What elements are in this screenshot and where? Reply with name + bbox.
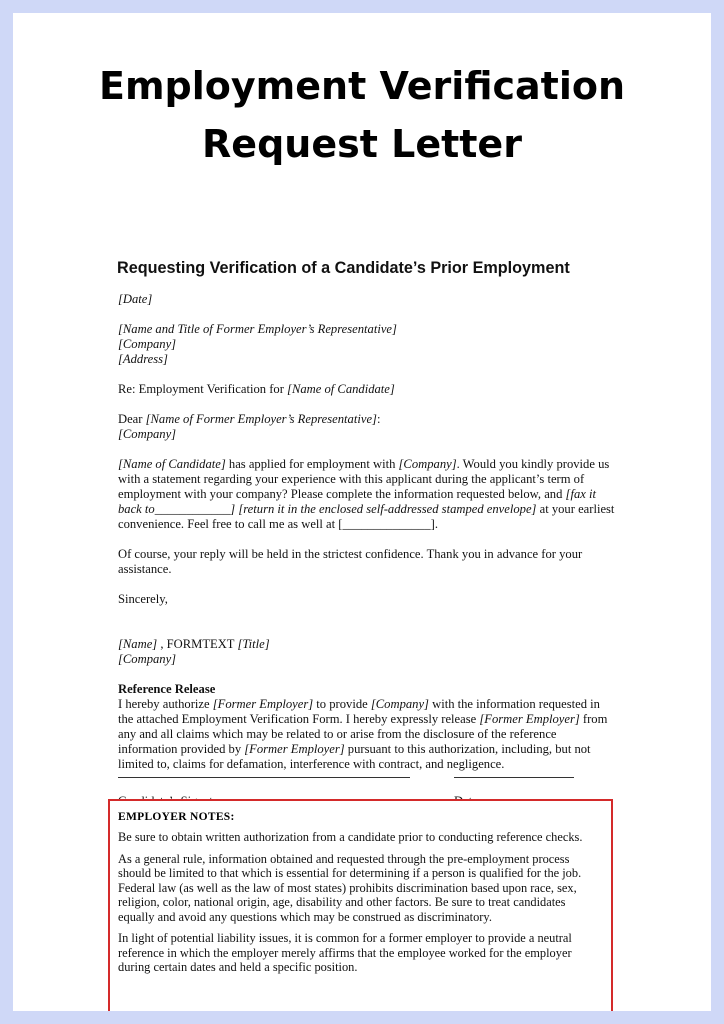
closing: Sincerely, — [118, 592, 168, 606]
document-sheet — [13, 13, 711, 1011]
employer-note-3: In light of potential liability issues, it is common for a former employer to provide a neutral reference in which the employer merely affirms that the employee worked for the employer during certain dates and held a specific position. — [118, 931, 572, 974]
signature-block: [Name] , FORMTEXT [Title] — [118, 637, 270, 651]
release-paragraph: I hereby authorize [Former Employer] to provide [Company] with the information requested in the attached Employment Verification Form. I hereby expressly release [Former Employer] from any and all claims which may be related to or arise from the disclosure of the reference information provided by [Former Employer] pursuant to this authorization, including, but not limited to, claims for defamation, interference with contract, and negligence. — [118, 697, 608, 771]
headline-line-1: Employment Verification — [98, 64, 626, 108]
re-line: Re: Employment Verification for [Name of Candidate] — [118, 382, 395, 396]
date-line — [454, 777, 574, 778]
recipient-company: [Company] — [118, 337, 177, 351]
release-heading: Reference Release — [118, 682, 216, 696]
employer-note-1: Be sure to obtain written authorization from a candidate prior to conducting reference checks. — [118, 830, 583, 844]
employer-note-2: As a general rule, information obtained and requested through the pre-employment process should be limited to that which is essential for determining if a person is qualified for the job. Federal law (as well as the law of most states) prohibits discrimination based upon race, sex, religion, color, national origin, age, disability and other factors. Be sure to treat candidates equally and avoid any questions which may be construed as discriminatory. — [118, 851, 582, 924]
salutation: Dear [Name of Former Employer’s Representative]: — [118, 412, 381, 426]
headline-line-2: Request Letter — [202, 122, 522, 166]
letter-body — [118, 259, 618, 772]
body-paragraph-1: [Name of Candidate] has applied for employment with [Company]. Would you kindly provide us with a statement regarding your experience with this applicant during the applicant’s term of employment with your company? Please complete the information requested below, and [fax it back to____________] [return it in the enclosed self-addressed stamped envelope] at your earliest convenience. Feel free to call me as well at [______________]. — [118, 457, 615, 531]
letter-title: Requesting Verification of a Candidate’s Prior Employment — [117, 259, 570, 277]
employer-notes-title: EMPLOYER NOTES: — [118, 811, 235, 823]
recipient-address: [Address] — [118, 352, 168, 366]
employer-notes-box — [108, 799, 613, 1011]
body-paragraph-2: Of course, your reply will be held in the strictest confidence. Thank you in advance for your assistance. — [118, 547, 583, 576]
date-placeholder: [Date] — [118, 292, 153, 306]
signature-company: [Company] — [118, 652, 177, 666]
recipient-name: [Name and Title of Former Employer’s Representative] — [118, 322, 397, 336]
salutation-company: [Company] — [118, 427, 177, 441]
page-headline — [13, 57, 711, 173]
candidate-signature-line — [118, 777, 410, 778]
